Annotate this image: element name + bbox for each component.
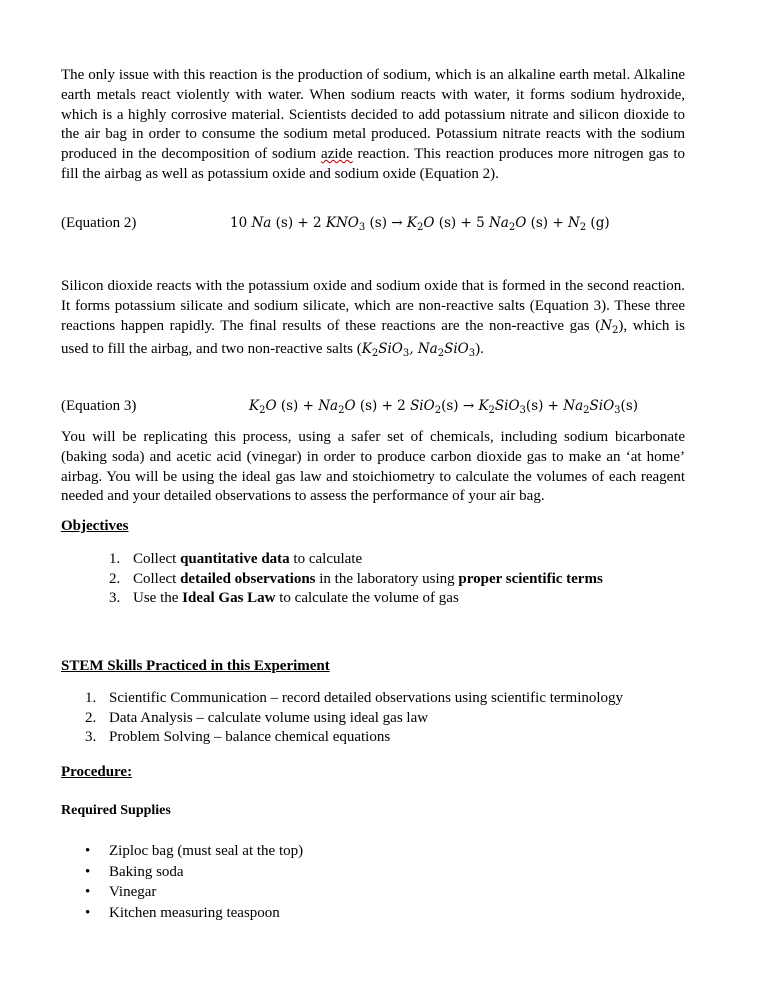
bullet-icon: • [85,843,91,859]
sodium-silicate-formula: $Na_2SiO_3$ [417,341,476,360]
bullet-icon: • [85,905,91,922]
equation-3-row [61,398,685,418]
equation-3-label: (Equation 3) [61,398,137,414]
bullet-icon: • [85,884,91,901]
paragraph-silicon-dioxide: Silicon dioxide reacts with the potassium oxide and sodium oxide that is formed in the second reaction. It forms potassium silicate and sodium silicate, which are non-reactive salts (Equation 3). These three reactions happen rapidly. The final results of these reactions are the non-reactive gas $(N_2)$, which is used to fill the airbag, and two non-reactive salts ($K_2SiO_3$, $Na_2SiO_3$). [61,278,685,360]
objectives-heading: Objectives [61,518,129,534]
paragraph-sodium-issue: The only issue with this reaction is the production of sodium, which is an alkaline earth metal. Alkaline earth metals react violently with water. When sodium reacts with water, it forms sodium hydroxide, which is a highly corrosive material. Scientists decided to add potassium nitrate and silicon dioxide to the air bag in order to consume the sodium metal produced. Potassium nitrate reacts with the sodium produced in the decomposition of sodium azide reaction. This reaction produces more nitrogen gas to fill the airbag as well as potassium oxide and sodium oxide (Equation 2). [61,67,686,182]
equation-2-row [61,215,685,235]
nitrogen-gas-formula: $N_2$ [600,317,619,336]
required-supplies-heading: Required Supplies [61,803,171,818]
equation-3: $K_2O$ $(s) + Na_2O$ (s) + 2 $SiO_2(s) \to K_2SiO_3(s) + Na_2SiO_3(s)$ [249,398,639,416]
spellcheck-flagged-word[interactable]: azide [321,146,353,163]
stem-skills-heading: STEM Skills Practiced in this Experiment [61,658,330,674]
paragraph-replicating-process: You will be replicating this process, using a safer set of chemicals, including sodium bicarbonate (baking soda) and acetic acid (vinegar) in order to produce carbon dioxide gas to make an ‘at home’ airbag. You will be using the ideal gas law and stoichiometry to calculate the volumes of each reagent needed and your detailed observations to assess the performance of your air bag. [61,429,685,505]
potassium-silicate-formula: $K_2SiO_3$ [361,341,410,360]
bullet-icon: • [85,863,91,880]
equation-2-label: (Equation 2) [61,215,137,231]
equation-2: 10 Na (s) + 2 $KNO_3$ $(s) \to K_2O$ (s) + 5 $Na_2O$ $(s) + N_2$ (g) [230,215,610,233]
procedure-heading: Procedure: [61,764,133,780]
